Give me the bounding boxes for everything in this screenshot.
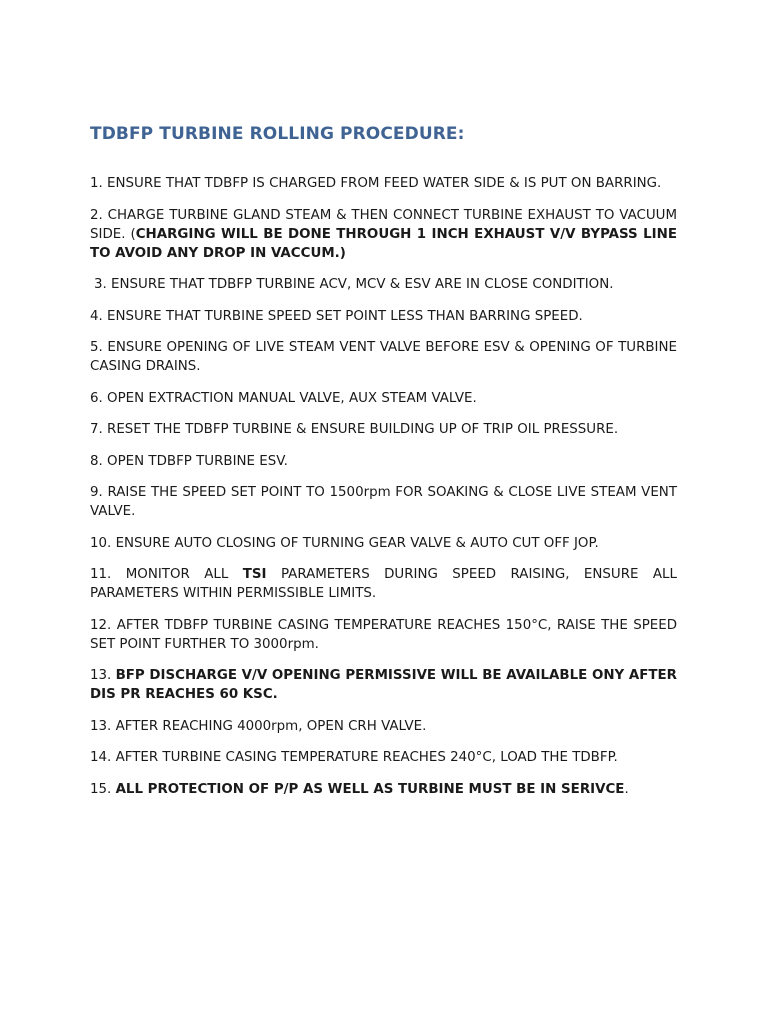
step-text: AFTER TDBFP TURBINE CASING TEMPERATURE REACHES 150°C, RAISE THE SPEED SET POINT FURTHER TO 3000rpm. <box>90 617 678 652</box>
step-text: . <box>624 781 629 797</box>
procedure-step <box>90 717 677 736</box>
step-text: RESET THE TDBFP TURBINE & ENSURE BUILDING UP OF TRIP OIL PRESSURE. <box>107 422 619 437</box>
step-text: ENSURE AUTO CLOSING OF TURNING GEAR VALVE & AUTO CUT OFF JOP. <box>115 535 599 551</box>
procedure-step <box>90 534 677 553</box>
step-number: 12. <box>90 617 112 633</box>
procedure-step <box>90 338 677 376</box>
procedure-step <box>90 275 677 294</box>
step-text: MONITOR ALL <box>125 567 243 582</box>
step-text: OPEN TDBFP TURBINE ESV. <box>107 453 288 469</box>
procedure-step <box>90 174 677 193</box>
step-text: ENSURE THAT TDBFP IS CHARGED FROM FEED WATER SIDE & IS PUT ON BARRING. <box>107 176 662 191</box>
procedure-step <box>90 420 677 439</box>
step-number: 13. <box>90 718 112 734</box>
step-text-bold: BFP DISCHARGE V/V OPENING PERMISSIVE WILL BE AVAILABLE ONY AFTER DIS PR REACHES 60 KSC. <box>90 668 677 702</box>
step-text-bold: TSI <box>242 567 267 582</box>
step-number: 10. <box>90 535 112 551</box>
step-number: 15. <box>90 781 112 797</box>
step-number: 14. <box>90 750 112 765</box>
procedure-steps-list <box>90 174 677 799</box>
procedure-step <box>90 206 677 263</box>
step-number: 5. <box>90 340 103 355</box>
step-number: 3. <box>94 277 107 292</box>
procedure-step <box>90 666 677 704</box>
step-text: ENSURE OPENING OF LIVE STEAM VENT VALVE BEFORE ESV & OPENING OF TURBINE CASING DRAINS. <box>90 340 677 374</box>
step-number: 13. <box>90 668 112 683</box>
procedure-step <box>90 452 677 471</box>
step-text: PARAMETERS DURING SPEED RAISING, ENSURE ALL PARAMETERS WITHIN PERMISSIBLE LIMITS. <box>90 567 677 601</box>
procedure-step <box>90 483 677 521</box>
document-page <box>90 124 677 811</box>
procedure-step <box>90 780 677 799</box>
step-text-bold: ALL PROTECTION OF P/P AS WELL AS TURBINE MUST BE IN SERIVCE <box>115 781 625 797</box>
procedure-step <box>90 748 677 767</box>
step-number: 9. <box>90 485 103 500</box>
step-text: RAISE THE SPEED SET POINT TO 1500rpm FOR SOAKING & CLOSE LIVE STEAM VENT VALVE. <box>90 485 677 519</box>
procedure-step <box>90 389 677 408</box>
step-number: 2. <box>90 207 103 223</box>
step-text: ENSURE THAT TDBFP TURBINE ACV, MCV & ESV ARE IN CLOSE CONDITION. <box>111 277 614 292</box>
step-text: AFTER REACHING 4000rpm, OPEN CRH VALVE. <box>115 718 427 734</box>
procedure-step <box>90 307 677 326</box>
step-number: 1. <box>90 176 103 191</box>
step-text: ENSURE THAT TURBINE SPEED SET POINT LESS THAN BARRING SPEED. <box>107 308 583 324</box>
step-text: CHARGE TURBINE GLAND STEAM & THEN CONNECT TURBINE EXHAUST TO VACUUM SIDE. ( <box>90 207 677 242</box>
step-text-bold: CHARGING WILL BE DONE THROUGH 1 INCH EXHAUST V/V BYPASS LINE TO AVOID ANY DROP IN VACCUM.) <box>90 226 677 261</box>
step-number: 7. <box>90 422 103 437</box>
step-number: 6. <box>90 390 103 406</box>
document-title: TDBFP TURBINE ROLLING PROCEDURE: <box>90 124 465 144</box>
step-text: OPEN EXTRACTION MANUAL VALVE, AUX STEAM VALVE. <box>107 390 477 406</box>
step-number: 8. <box>90 453 103 469</box>
procedure-step <box>90 616 677 654</box>
step-text: AFTER TURBINE CASING TEMPERATURE REACHES 240°C, LOAD THE TDBFP. <box>115 750 618 765</box>
step-number: 11. <box>90 567 112 582</box>
step-number: 4. <box>90 308 103 324</box>
procedure-step <box>90 565 677 603</box>
